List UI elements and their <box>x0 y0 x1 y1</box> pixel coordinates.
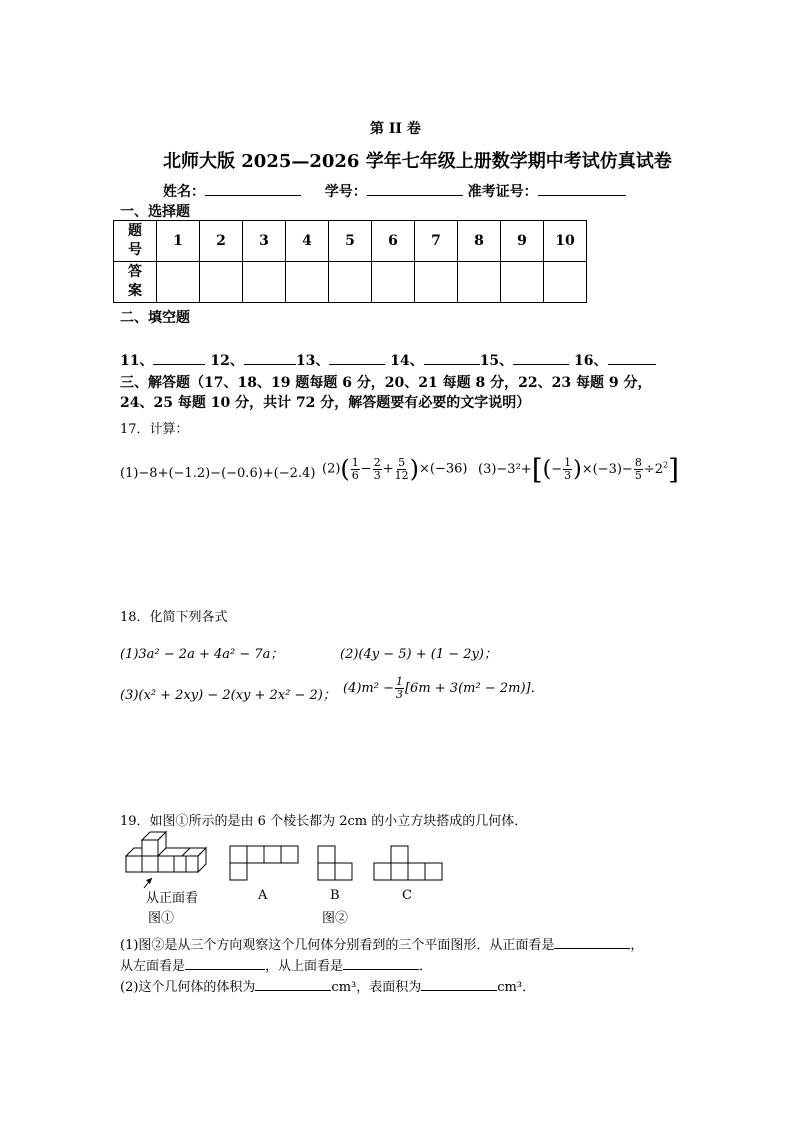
table-header-question: 题号 <box>114 221 157 262</box>
figure-1-label: 图① <box>148 911 175 926</box>
blank-15[interactable] <box>513 350 569 365</box>
figure-2-view-a <box>228 844 302 884</box>
student-info-row <box>163 181 626 201</box>
answer-cell[interactable] <box>501 262 544 303</box>
answer-cell[interactable] <box>243 262 286 303</box>
answer-cell[interactable] <box>372 262 415 303</box>
blank-16[interactable] <box>608 350 656 365</box>
answer-table <box>113 220 587 303</box>
name-label: 姓名： <box>163 184 205 200</box>
blank-label: 13、 <box>295 353 330 369</box>
blank-14[interactable] <box>424 350 480 365</box>
figure-1-solid <box>118 830 214 892</box>
exam-no-field[interactable] <box>538 181 626 196</box>
id-label: 学号： <box>324 184 367 200</box>
answer-cell[interactable] <box>329 262 372 303</box>
name-field[interactable] <box>205 181 301 196</box>
figure-2-view-c <box>372 844 446 884</box>
blank-label: 14、 <box>390 353 424 369</box>
table-cell: 5 <box>329 221 372 262</box>
q19-question-2: (2)这个几何体的体积为 cm³，表面积为 cm³． <box>120 976 535 995</box>
table-header-answer: 答案 <box>114 262 157 303</box>
surface-area-answer[interactable] <box>421 976 497 991</box>
q18-part-1: (1)3a² − 2a + 4a² − 7a； <box>120 647 284 662</box>
answer-cell[interactable] <box>200 262 243 303</box>
table-cell: 6 <box>372 221 415 262</box>
q17-title: 17．计算： <box>120 422 189 437</box>
answer-cell[interactable] <box>157 262 200 303</box>
front-view-label: 从正面看 <box>146 891 199 906</box>
q17-part-1: (1)−8+(−1.2)−(−0.6)+(−2.4) <box>120 466 316 481</box>
q19-question-1-line-2: 从左面看是 ，从上面看是 ． <box>120 955 432 974</box>
table-row <box>114 221 587 262</box>
left-view-answer[interactable] <box>185 955 265 970</box>
answer-cell[interactable] <box>458 262 501 303</box>
section-1-title: 一、选择题 <box>120 204 190 220</box>
table-cell: 9 <box>501 221 544 262</box>
q19-question-1-line-1: (1)图②是从三个方向观察这个几何体分别看到的三个平面图形．从正面看是 ， <box>120 934 643 953</box>
table-cell: 7 <box>415 221 458 262</box>
answer-cell[interactable] <box>544 262 587 303</box>
q18-part-2: (2)(4y − 5) + (1 − 2y)； <box>340 647 497 662</box>
blank-label: 15、 <box>479 353 514 369</box>
volume-answer[interactable] <box>255 976 331 991</box>
blank-label: 11、 <box>120 353 154 369</box>
section-3-line-1: 三、解答题（17、18、19 题每题 6 分，20、21 每题 8 分，22、23 每题 9 分， <box>120 375 652 391</box>
q17-part-3: (3)−3²+[(− $\frac{1}{3}$ )×(−3)− $\frac{8}{5}$ $\div 2^2$] <box>478 453 680 486</box>
page-title: 北师大版 2025—2026 学年七年级上册数学期中考试仿真试卷 <box>163 151 672 172</box>
blank-11[interactable] <box>153 350 205 365</box>
q18-part-3: (3)(x² + 2xy) − 2(xy + 2x² − 2)； <box>120 688 336 703</box>
answer-cell[interactable] <box>286 262 329 303</box>
blank-label: 16、 <box>574 353 608 369</box>
blank-12[interactable] <box>244 350 296 365</box>
section-3-line-2: 24、25 每题 10 分，共计 72 分，解答题要有必要的文字说明） <box>120 395 531 411</box>
figure-2-view-b <box>316 844 356 884</box>
id-field[interactable] <box>367 181 463 196</box>
volume-label: 第 II 卷 <box>370 121 421 137</box>
section-2-title: 二、填空题 <box>120 310 190 326</box>
answer-cell[interactable] <box>415 262 458 303</box>
table-cell: 4 <box>286 221 329 262</box>
exam-no-label: 准考证号： <box>467 184 538 200</box>
q18-part-4: (4)m² − $\frac{1}{3}$ [6m + 3(m² − 2m)]． <box>343 675 544 701</box>
option-c-label: C <box>402 888 412 903</box>
blank-label: 12、 <box>210 353 244 369</box>
q17-part-2: (2)( $\frac{1}{6}$ − $\frac{2}{3}$ + $\frac{5}{12}$ )×(−36) <box>322 455 468 483</box>
table-cell: 1 <box>157 221 200 262</box>
table-cell: 3 <box>243 221 286 262</box>
table-cell: 8 <box>458 221 501 262</box>
figure-2-label: 图② <box>322 911 349 926</box>
blank-13[interactable] <box>329 350 385 365</box>
table-row <box>114 262 587 303</box>
option-a-label: A <box>258 888 268 903</box>
q18-title: 18．化简下列各式 <box>120 610 228 625</box>
front-view-answer[interactable] <box>554 934 630 949</box>
fill-blank-row <box>120 350 656 370</box>
option-b-label: B <box>330 888 340 903</box>
q19-title: 19．如图①所示的是由 6 个棱长都为 2cm 的小立方块搭成的几何体． <box>120 814 528 829</box>
table-cell: 2 <box>200 221 243 262</box>
table-cell: 10 <box>544 221 587 262</box>
top-view-answer[interactable] <box>343 955 419 970</box>
